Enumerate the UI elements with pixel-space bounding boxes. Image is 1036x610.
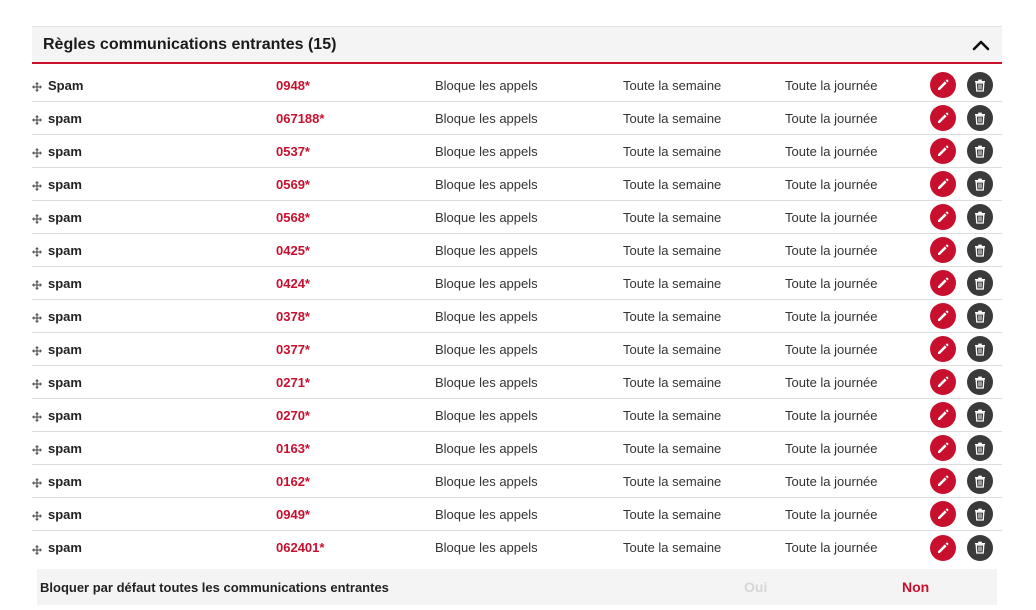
- rule-hours: Toute la journée: [785, 209, 878, 225]
- edit-rule-button[interactable]: [930, 435, 956, 461]
- rule-number: 0949*: [276, 506, 310, 522]
- pencil-icon: [936, 375, 950, 389]
- trash-icon: [974, 508, 986, 521]
- drag-move-icon[interactable]: [32, 80, 42, 90]
- edit-rule-button[interactable]: [930, 501, 956, 527]
- trash-icon: [974, 112, 986, 125]
- rule-name: spam: [48, 143, 82, 159]
- rule-row: [32, 432, 1002, 465]
- option-yes[interactable]: Oui: [744, 579, 768, 595]
- trash-icon: [974, 310, 986, 323]
- rule-action: Bloque les appels: [435, 407, 538, 423]
- rule-hours: Toute la journée: [785, 341, 878, 357]
- pencil-icon: [936, 541, 950, 555]
- rule-row: [32, 168, 1002, 201]
- default-block-setting: [37, 569, 997, 605]
- rule-hours: Toute la journée: [785, 407, 878, 423]
- rule-days: Toute la semaine: [623, 242, 722, 258]
- delete-rule-button[interactable]: [967, 501, 993, 527]
- rule-name: spam: [48, 540, 82, 555]
- rule-action: Bloque les appels: [435, 506, 538, 522]
- rule-action: Bloque les appels: [435, 374, 538, 390]
- drag-move-icon[interactable]: [32, 245, 42, 255]
- rule-number: 0377*: [276, 341, 310, 357]
- chevron-up-icon[interactable]: [971, 35, 991, 55]
- drag-move-icon[interactable]: [32, 344, 42, 354]
- rule-days: Toute la semaine: [623, 275, 722, 291]
- rule-hours: Toute la journée: [785, 242, 878, 258]
- default-block-label: Bloquer par défaut toutes les communications entrantes: [40, 579, 389, 595]
- rule-number: 0948*: [276, 77, 310, 93]
- rule-number: 067188*: [276, 110, 325, 126]
- trash-icon: [974, 145, 986, 158]
- drag-move-icon[interactable]: [32, 146, 42, 156]
- rule-action: Bloque les appels: [435, 242, 538, 258]
- rule-name: spam: [48, 176, 82, 192]
- rule-name: spam: [48, 242, 82, 258]
- rule-number: 0569*: [276, 176, 310, 192]
- trash-icon: [974, 244, 986, 257]
- trash-icon: [974, 475, 986, 488]
- rule-hours: Toute la journée: [785, 506, 878, 522]
- edit-rule-button[interactable]: [930, 336, 956, 362]
- rules-list: [32, 69, 1002, 564]
- rule-name: spam: [48, 374, 82, 390]
- section-header[interactable]: [32, 26, 1002, 64]
- rule-hours: Toute la journée: [785, 143, 878, 159]
- pencil-icon: [936, 474, 950, 488]
- rule-hours: Toute la journée: [785, 440, 878, 456]
- edit-rule-button[interactable]: [930, 171, 956, 197]
- pencil-icon: [936, 210, 950, 224]
- delete-rule-button[interactable]: [967, 468, 993, 494]
- trash-icon: [974, 277, 986, 290]
- delete-rule-button[interactable]: [967, 237, 993, 263]
- rule-action: Bloque les appels: [435, 440, 538, 456]
- rule-row: [32, 69, 1002, 102]
- edit-rule-button[interactable]: [930, 535, 956, 561]
- rule-number: 062401*: [276, 540, 325, 555]
- rule-hours: Toute la journée: [785, 540, 878, 555]
- pencil-icon: [936, 441, 950, 455]
- rule-row: [32, 135, 1002, 168]
- drag-move-icon[interactable]: [32, 543, 42, 553]
- trash-icon: [974, 211, 986, 224]
- rule-row: [32, 465, 1002, 498]
- delete-rule-button[interactable]: [967, 336, 993, 362]
- pencil-icon: [936, 507, 950, 521]
- rule-action: Bloque les appels: [435, 143, 538, 159]
- rule-hours: Toute la journée: [785, 110, 878, 126]
- rule-hours: Toute la journée: [785, 374, 878, 390]
- edit-rule-button[interactable]: [930, 138, 956, 164]
- drag-move-icon[interactable]: [32, 113, 42, 123]
- pencil-icon: [936, 342, 950, 356]
- rule-number: 0271*: [276, 374, 310, 390]
- drag-move-icon[interactable]: [32, 311, 42, 321]
- rule-action: Bloque les appels: [435, 540, 538, 555]
- trash-icon: [974, 376, 986, 389]
- rule-hours: Toute la journée: [785, 77, 878, 93]
- incoming-rules-panel: [32, 26, 1002, 564]
- rule-days: Toute la semaine: [623, 540, 722, 555]
- rule-number: 0270*: [276, 407, 310, 423]
- drag-move-icon[interactable]: [32, 443, 42, 453]
- rule-row: [32, 333, 1002, 366]
- rule-row: [32, 201, 1002, 234]
- rule-days: Toute la semaine: [623, 506, 722, 522]
- pencil-icon: [936, 276, 950, 290]
- rule-hours: Toute la journée: [785, 176, 878, 192]
- rule-name: Spam: [48, 77, 84, 93]
- trash-icon: [974, 79, 986, 92]
- pencil-icon: [936, 78, 950, 92]
- delete-rule-button[interactable]: [967, 171, 993, 197]
- pencil-icon: [936, 144, 950, 158]
- rule-hours: Toute la journée: [785, 275, 878, 291]
- pencil-icon: [936, 177, 950, 191]
- rule-action: Bloque les appels: [435, 209, 538, 225]
- pencil-icon: [936, 243, 950, 257]
- drag-move-icon[interactable]: [32, 278, 42, 288]
- section-title: Règles communications entrantes (15): [43, 35, 337, 53]
- rule-number: 0162*: [276, 473, 310, 489]
- pencil-icon: [936, 111, 950, 125]
- drag-move-icon[interactable]: [32, 212, 42, 222]
- trash-icon: [974, 541, 986, 554]
- rule-days: Toute la semaine: [623, 407, 722, 423]
- delete-rule-button[interactable]: [967, 435, 993, 461]
- delete-rule-button[interactable]: [967, 72, 993, 98]
- rule-days: Toute la semaine: [623, 473, 722, 489]
- drag-move-icon[interactable]: [32, 509, 42, 519]
- rule-action: Bloque les appels: [435, 341, 538, 357]
- edit-rule-button[interactable]: [930, 270, 956, 296]
- edit-rule-button[interactable]: [930, 369, 956, 395]
- rule-action: Bloque les appels: [435, 473, 538, 489]
- rule-number: 0425*: [276, 242, 310, 258]
- rule-action: Bloque les appels: [435, 275, 538, 291]
- rule-hours: Toute la journée: [785, 308, 878, 324]
- delete-rule-button[interactable]: [967, 204, 993, 230]
- rule-action: Bloque les appels: [435, 77, 538, 93]
- rule-name: spam: [48, 308, 82, 324]
- rule-name: spam: [48, 110, 82, 126]
- delete-rule-button[interactable]: [967, 138, 993, 164]
- rule-days: Toute la semaine: [623, 77, 722, 93]
- edit-rule-button[interactable]: [930, 72, 956, 98]
- rule-days: Toute la semaine: [623, 374, 722, 390]
- rule-number: 0163*: [276, 440, 310, 456]
- rule-name: spam: [48, 407, 82, 423]
- rule-name: spam: [48, 473, 82, 489]
- rule-number: 0378*: [276, 308, 310, 324]
- rule-hours: Toute la journée: [785, 473, 878, 489]
- delete-rule-button[interactable]: [967, 369, 993, 395]
- rule-days: Toute la semaine: [623, 110, 722, 126]
- edit-rule-button[interactable]: [930, 237, 956, 263]
- rule-row: [32, 102, 1002, 135]
- delete-rule-button[interactable]: [967, 535, 993, 561]
- rule-days: Toute la semaine: [623, 308, 722, 324]
- edit-rule-button[interactable]: [930, 204, 956, 230]
- edit-rule-button[interactable]: [930, 402, 956, 428]
- drag-move-icon[interactable]: [32, 410, 42, 420]
- drag-move-icon[interactable]: [32, 179, 42, 189]
- delete-rule-button[interactable]: [967, 105, 993, 131]
- rule-name: spam: [48, 275, 82, 291]
- rule-days: Toute la semaine: [623, 176, 722, 192]
- option-no[interactable]: Non: [902, 579, 930, 595]
- delete-rule-button[interactable]: [967, 270, 993, 296]
- rule-row: [32, 267, 1002, 300]
- rule-row: [32, 531, 1002, 564]
- delete-rule-button[interactable]: [967, 402, 993, 428]
- rule-action: Bloque les appels: [435, 308, 538, 324]
- rule-row: [32, 498, 1002, 531]
- rule-row: [32, 300, 1002, 333]
- rule-days: Toute la semaine: [623, 341, 722, 357]
- rule-name: spam: [48, 341, 82, 357]
- drag-move-icon[interactable]: [32, 377, 42, 387]
- drag-move-icon[interactable]: [32, 476, 42, 486]
- rule-name: spam: [48, 440, 82, 456]
- pencil-icon: [936, 309, 950, 323]
- trash-icon: [974, 343, 986, 356]
- delete-rule-button[interactable]: [967, 303, 993, 329]
- trash-icon: [974, 178, 986, 191]
- rule-number: 0537*: [276, 143, 310, 159]
- edit-rule-button[interactable]: [930, 468, 956, 494]
- rule-number: 0424*: [276, 275, 310, 291]
- rule-days: Toute la semaine: [623, 143, 722, 159]
- rule-row: [32, 234, 1002, 267]
- edit-rule-button[interactable]: [930, 105, 956, 131]
- rule-number: 0568*: [276, 209, 310, 225]
- rule-row: [32, 399, 1002, 432]
- rule-days: Toute la semaine: [623, 440, 722, 456]
- rule-name: spam: [48, 506, 82, 522]
- rule-days: Toute la semaine: [623, 209, 722, 225]
- rule-row: [32, 366, 1002, 399]
- edit-rule-button[interactable]: [930, 303, 956, 329]
- trash-icon: [974, 442, 986, 455]
- trash-icon: [974, 409, 986, 422]
- rule-name: spam: [48, 209, 82, 225]
- rule-action: Bloque les appels: [435, 110, 538, 126]
- pencil-icon: [936, 408, 950, 422]
- rule-action: Bloque les appels: [435, 176, 538, 192]
